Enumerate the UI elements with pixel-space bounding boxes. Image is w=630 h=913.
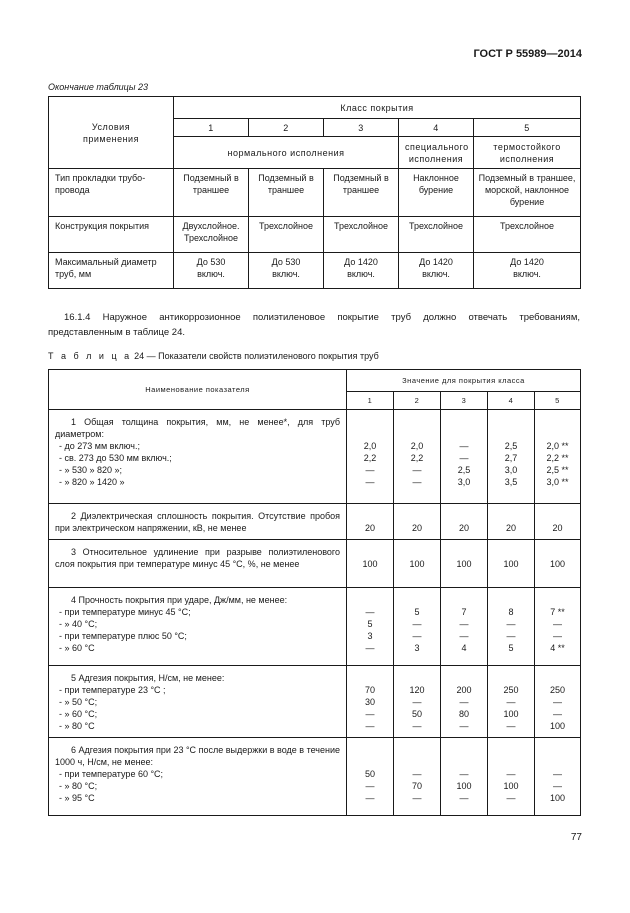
group-normal: нормального исполнения: [174, 137, 399, 169]
value: 100: [362, 559, 378, 569]
class-number: 5: [535, 392, 581, 410]
value: —: [506, 793, 516, 803]
value-cell: [441, 540, 488, 588]
indicator-name: [49, 540, 347, 588]
value: —: [506, 769, 516, 779]
value: —: [412, 697, 422, 707]
indicator-subitem: - » 95 °С: [59, 793, 95, 803]
value: 5: [508, 643, 514, 653]
value-cell: [394, 504, 441, 540]
conditions-header: Условия применения: [49, 97, 174, 169]
indicator-title: 1 Общая толщина покрытия, мм, не менее*, для труб диаметром:: [55, 417, 340, 439]
value: 7: [461, 607, 467, 617]
value: 100: [549, 793, 566, 803]
indicator-name: [49, 410, 347, 504]
value: 100: [549, 721, 566, 731]
table-cell: Трехслойное: [324, 217, 399, 253]
standard-code: ГОСТ Р 55989—2014: [473, 48, 582, 60]
value: —: [412, 619, 422, 629]
value: 20: [552, 523, 563, 533]
value-cell: [488, 504, 535, 540]
value: 8: [508, 607, 514, 617]
value: 70: [411, 781, 422, 791]
value: —: [365, 477, 375, 487]
value-cell: [488, 410, 535, 504]
value: 100: [503, 559, 519, 569]
table-cell: До 1420 включ.: [324, 253, 399, 289]
value: —: [459, 441, 469, 451]
value-header: Значение для покрытия класса: [347, 370, 581, 392]
value: 100: [503, 781, 519, 791]
indicator-subitem: - » 530 » 820 »;: [59, 465, 123, 475]
value: —: [506, 619, 516, 629]
indicator-subitem: - » 50 °С;: [59, 697, 98, 707]
indicator-subitem: - » 80 °С;: [59, 781, 98, 791]
value-cell: [488, 666, 535, 738]
value: —: [553, 619, 562, 629]
value: 20: [458, 523, 469, 533]
value: 3,5: [504, 477, 518, 487]
group-special: специального исполнения: [399, 137, 474, 169]
value: 50: [411, 709, 422, 719]
value: 250: [549, 685, 566, 695]
class-number: 5: [474, 119, 581, 137]
indicator-title: 2 Диэлектрическая сплошность покрытия. Отсутствие пробоя при электрическом напряжении, кВ, не менее: [55, 511, 340, 533]
value: 50: [364, 769, 375, 779]
value: —: [365, 721, 375, 731]
value-cell: [347, 410, 394, 504]
caption-prefix: Т а б л и ц а: [48, 351, 132, 361]
value-cell: [535, 540, 581, 588]
value-cell: [441, 588, 488, 666]
value: —: [459, 631, 469, 641]
indicator-subitem: - до 273 мм включ.;: [59, 441, 140, 451]
value: 5: [367, 619, 373, 629]
value: 100: [409, 559, 425, 569]
table-row: [49, 504, 581, 540]
table-cell: Двухслойное. Трехслойное: [174, 217, 249, 253]
value: 3,0 **: [546, 477, 569, 487]
value: 120: [409, 685, 425, 695]
value: —: [459, 769, 469, 779]
value-cell: [347, 666, 394, 738]
indicator-name: [49, 738, 347, 816]
value-cell: [441, 666, 488, 738]
value: 100: [456, 781, 472, 791]
value: 4 **: [550, 643, 565, 653]
indicator-subitem: - при температуре 60 °С;: [59, 769, 164, 779]
value-cell: [488, 588, 535, 666]
value: 3,0: [504, 465, 518, 475]
paragraph-16-1-4: 16.1.4 Наружное антикоррозионное полиэтиленовое покрытие труб должно отвечать требованиям, представленным в таблице 24.: [48, 312, 580, 338]
value: 70: [364, 685, 375, 695]
row-label: Тип прокладки трубо- провода: [49, 169, 174, 217]
value: 7 **: [550, 607, 565, 617]
indicator-subitem: - » 40 °С;: [59, 619, 98, 629]
value: 3,0: [457, 477, 471, 487]
value: —: [553, 769, 562, 779]
value: 200: [456, 685, 472, 695]
value-cell: [441, 738, 488, 816]
value: 2,7: [504, 453, 518, 463]
value: 3: [414, 643, 420, 653]
value: —: [459, 793, 469, 803]
value-cell: [535, 666, 581, 738]
table-24: [48, 369, 581, 816]
class-number: 4: [399, 119, 474, 137]
value-cell: [535, 738, 581, 816]
value: —: [365, 781, 375, 791]
value: —: [459, 453, 469, 463]
value: —: [365, 607, 375, 617]
table-cell: Наклонное бурение: [399, 169, 474, 217]
page-number: 77: [570, 832, 582, 843]
value: —: [506, 631, 516, 641]
value: 20: [411, 523, 422, 533]
class-number: 2: [249, 119, 324, 137]
table-row: [49, 666, 581, 738]
value: —: [365, 793, 375, 803]
indicator-subitem: - при температуре минус 45 °С;: [59, 607, 191, 617]
value: —: [553, 631, 562, 641]
class-number: 3: [441, 392, 488, 410]
value-cell: [441, 410, 488, 504]
value: —: [459, 619, 469, 629]
value: 3: [367, 631, 373, 641]
value: 2,2: [410, 453, 424, 463]
value: —: [506, 721, 516, 731]
table-row: [49, 588, 581, 666]
value: 80: [458, 709, 469, 719]
value: —: [412, 769, 422, 779]
value-cell: [488, 738, 535, 816]
value-cell: [441, 504, 488, 540]
value-cell: [347, 588, 394, 666]
indicator-title: 4 Прочность покрытия при ударе, Дж/мм, не менее:: [71, 595, 288, 605]
caption-text: 24 — Показатели свойств полиэтиленового покрытия труб: [134, 351, 379, 361]
value: 20: [505, 523, 516, 533]
indicator-name: [49, 504, 347, 540]
table-23-caption: Окончание таблицы 23: [48, 82, 148, 92]
value-cell: [394, 738, 441, 816]
table-row: [49, 738, 581, 816]
table-cell: До 1420 включ.: [474, 253, 581, 289]
indicator-subitem: - при температуре плюс 50 °С;: [59, 631, 187, 641]
indicator-subitem: - св. 273 до 530 мм включ.;: [59, 453, 172, 463]
value-cell: [488, 540, 535, 588]
value: —: [365, 643, 375, 653]
table-24-caption: [48, 351, 379, 361]
class-number: 4: [488, 392, 535, 410]
value: —: [365, 709, 375, 719]
indicator-subitem: - при температуре 23 °С ;: [59, 685, 166, 695]
class-number: 1: [347, 392, 394, 410]
value: 2,0: [410, 441, 424, 451]
value-cell: [394, 588, 441, 666]
value: —: [459, 697, 469, 707]
value: —: [506, 697, 516, 707]
value-cell: [394, 666, 441, 738]
table-cell: Трехслойное: [249, 217, 324, 253]
value-cell: [535, 504, 581, 540]
table-row: [49, 410, 581, 504]
class-title: Класс покрытия: [174, 97, 581, 119]
table-cell: Подземный в траншее: [174, 169, 249, 217]
value: 100: [503, 709, 519, 719]
value-cell: [394, 540, 441, 588]
value: —: [459, 721, 469, 731]
value: 2,5: [504, 441, 518, 451]
value: —: [553, 697, 562, 707]
value: —: [365, 465, 375, 475]
indicator-name: [49, 588, 347, 666]
value: 30: [364, 697, 375, 707]
value-cell: [394, 410, 441, 504]
indicator-name: [49, 666, 347, 738]
class-number: 3: [324, 119, 399, 137]
row-label: Конструкция покрытия: [49, 217, 174, 253]
class-number: 2: [394, 392, 441, 410]
table-cell: Подземный в траншее: [324, 169, 399, 217]
value: 5: [414, 607, 420, 617]
table-23: [48, 96, 581, 289]
table-row: [49, 540, 581, 588]
value: 100: [549, 559, 566, 569]
value: 2,0: [363, 441, 377, 451]
value: 2,0 **: [546, 441, 569, 451]
value: 2,5: [457, 465, 471, 475]
indicator-title: 6 Адгезия покрытия при 23 °С после выдержки в воде в течение 1000 ч, Н/см, не менее:: [55, 745, 340, 767]
indicator-subitem: - » 80 °С: [59, 721, 95, 731]
value: —: [553, 781, 562, 791]
indicator-title: 5 Адгезия покрытия, Н/см, не менее:: [71, 673, 225, 683]
value: —: [412, 631, 422, 641]
value: 2,2 **: [546, 453, 569, 463]
name-header: Наименование показателя: [49, 370, 347, 410]
value: —: [412, 477, 422, 487]
value-cell: [347, 540, 394, 588]
value: —: [412, 793, 422, 803]
value: 4: [461, 643, 467, 653]
table-cell: До 530 включ.: [249, 253, 324, 289]
class-number: 1: [174, 119, 249, 137]
table-cell: Подземный в траншее: [249, 169, 324, 217]
value: 20: [364, 523, 375, 533]
table-cell: До 530 включ.: [174, 253, 249, 289]
value: 250: [503, 685, 519, 695]
table-cell: До 1420 включ.: [399, 253, 474, 289]
value: 2,2: [363, 453, 377, 463]
value: 100: [456, 559, 472, 569]
value: —: [412, 465, 422, 475]
table-cell: Трехслойное: [474, 217, 581, 253]
value-cell: [347, 504, 394, 540]
value-cell: [535, 410, 581, 504]
indicator-subitem: - » 820 » 1420 »: [59, 477, 125, 487]
table-cell: Трехслойное: [399, 217, 474, 253]
group-heat-resistant: термостойкого исполнения: [474, 137, 581, 169]
indicator-title: 3 Относительное удлинение при разрыве полиэтиленового слоя покрытия при температуре минус 45 °С, %, не менее: [55, 547, 340, 569]
value: —: [412, 721, 422, 731]
value-cell: [347, 738, 394, 816]
indicator-subitem: - » 60 °С;: [59, 709, 98, 719]
row-label: Максимальный диаметр труб, мм: [49, 253, 174, 289]
value: 2,5 **: [546, 465, 569, 475]
indicator-subitem: - » 60 °С: [59, 643, 95, 653]
table-cell: Подземный в траншее, морской, наклонное бурение: [474, 169, 581, 217]
value: —: [553, 709, 562, 719]
value-cell: [535, 588, 581, 666]
